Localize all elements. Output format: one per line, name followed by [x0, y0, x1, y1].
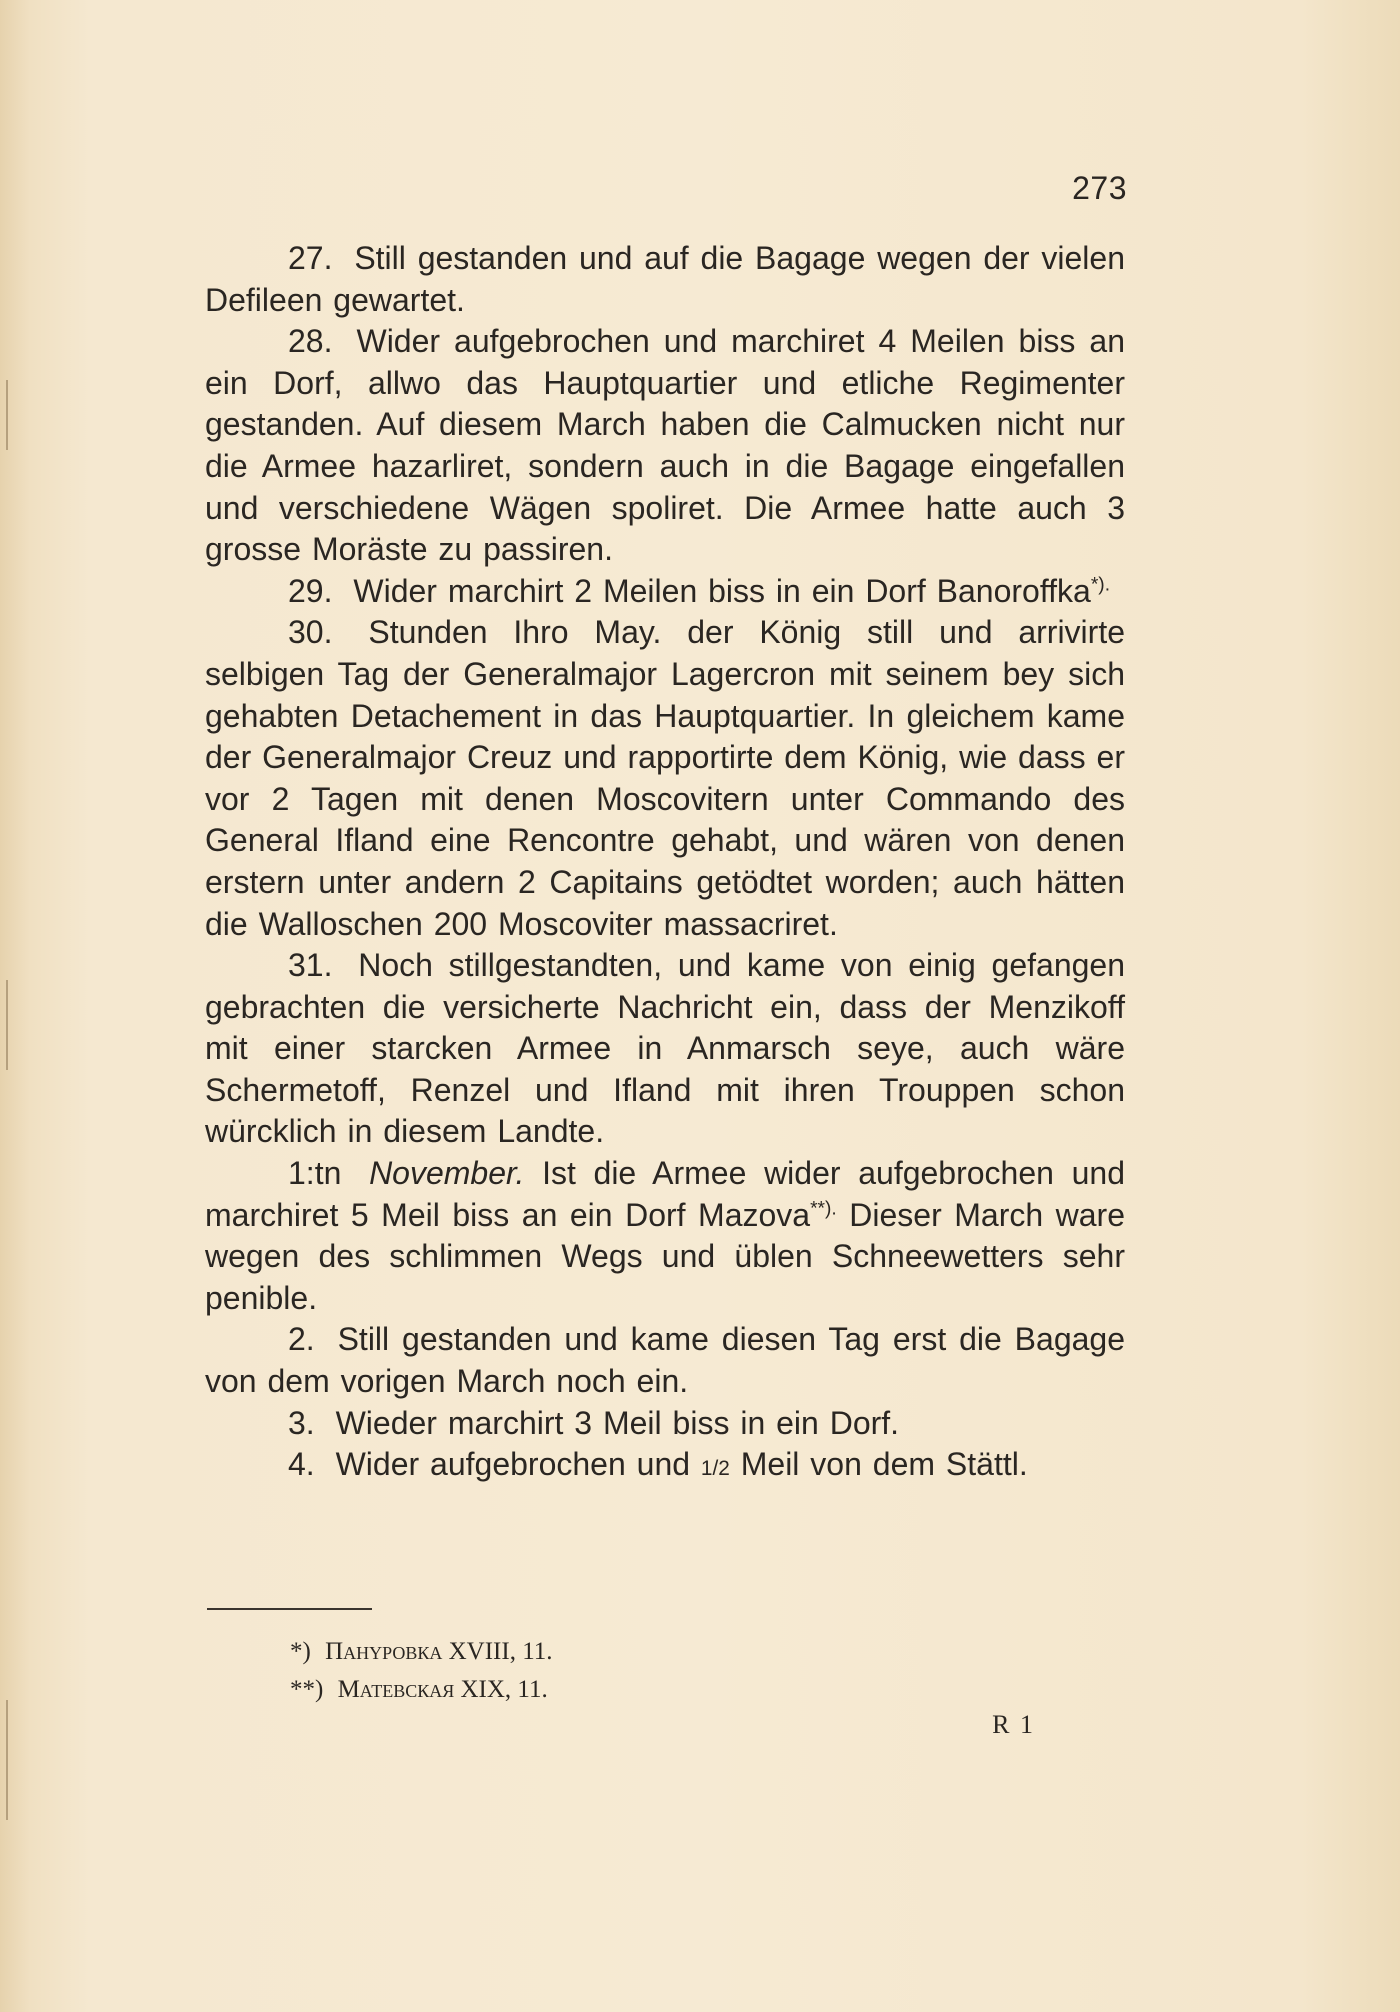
page-edge-mark	[6, 1700, 8, 1820]
entry-number: 1:tn	[288, 1155, 342, 1192]
footnote	[290, 1671, 553, 1709]
entry-paragraph	[205, 321, 1125, 571]
entry-text: Ist die Armee wider aufgebrochen und marchiret 5 Meil biss an ein Dorf Mazova	[205, 1155, 1126, 1233]
entry-text: Noch stillgestandten, und kame von einig gefangen gebrachten die versicherte Nachricht ein, dass der Menzikoff mit einer starcken Armee in Anmarsch seye, auch wäre Schermetoff, Renzel und Ifland mit ihren Trouppen schon würcklich in diesem Landte.	[205, 947, 1125, 1150]
entry-number: 29.	[288, 572, 333, 609]
entry-paragraph	[205, 1444, 1125, 1490]
entry-paragraph	[205, 1153, 1125, 1319]
printer-signature: R 1	[992, 1710, 1035, 1739]
entry-paragraph	[205, 571, 1125, 613]
page-edge-mark	[6, 380, 8, 450]
footnote-reference: **).	[810, 1198, 837, 1219]
entry-paragraph	[205, 238, 1125, 321]
entry-text: Wider aufgebrochen und	[335, 1446, 691, 1483]
entry-paragraph	[205, 945, 1125, 1153]
entry-number: 28.	[288, 323, 333, 360]
entry-text: Wider aufgebrochen und marchiret 4 Meilen biss an ein Dorf, allwo das Hauptquartier und etliche Regimenter gestanden. Auf diesem March haben die Calmucken nicht nur die Armee hazarliret, sondern auch in die Bagage eingefallen und verschiedene Wägen spoliret. Die Armee hatte auch 3 grosse Moräste zu passiren.	[205, 323, 1126, 568]
footnote-mark: **)	[290, 1676, 324, 1703]
entry-text-continued: Meil von dem Stättl.	[740, 1446, 1028, 1483]
footnote-divider	[207, 1608, 372, 1610]
footnote-reference-text: XVIII, 11.	[448, 1638, 553, 1665]
footnotes	[290, 1633, 553, 1709]
month-name: November.	[369, 1155, 525, 1192]
entry-number: 2.	[288, 1321, 315, 1358]
footnote-place: Панyровка	[325, 1638, 443, 1665]
footnote-reference-text: XIX, 11.	[460, 1676, 548, 1703]
entry-text: Wider marchirt 2 Meilen biss in ein Dorf Banoroffka	[353, 572, 1091, 609]
entry-text: Stunden Ihro May. der König still und arrivirte selbigen Tag der Generalmajor Lagercron mit seinem bey sich gehabten Detachement in das Hauptquartier. In gleichem kame der Generalmajor Creuz und rapportirte dem König, wie dass er vor 2 Tagen mit denen Moscovitern unter Commando des General Ifland eine Rencontre gehabt, und wären von denen erstern unter andern 2 Capitains getödtet worden; auch hätten die Walloschen 200 Moscoviter massacriret.	[205, 614, 1126, 942]
entry-text-continued: Dieser March ware wegen des schlimmen Wegs und üblen Schneewetters sehr penible.	[205, 1196, 1126, 1316]
entry-number: 3.	[288, 1404, 315, 1441]
entry-paragraph	[205, 1319, 1125, 1402]
entry-text: Still gestanden und kame diesen Tag erst die Bagage von dem vorigen March noch ein.	[205, 1321, 1126, 1400]
entry-text: Still gestanden und auf die Bagage wegen der vielen Defileen gewartet.	[205, 240, 1126, 318]
entry-number: 30.	[288, 614, 333, 651]
body-text	[205, 238, 1125, 1490]
fraction: 1/2	[700, 1457, 730, 1481]
page-edge-mark	[6, 980, 8, 1070]
entry-paragraph	[205, 612, 1125, 945]
page-number: 273	[1072, 170, 1127, 206]
footnote-place: Матевская	[337, 1676, 455, 1703]
footnote-mark: *)	[290, 1638, 311, 1665]
entry-paragraph	[205, 1403, 1125, 1445]
footnote	[290, 1633, 553, 1671]
footnote-reference: *).	[1090, 574, 1111, 596]
entry-text: Wieder marchirt 3 Meil biss in ein Dorf.	[335, 1404, 900, 1441]
entry-number: 31.	[288, 947, 333, 984]
entry-number: 4.	[288, 1446, 315, 1483]
entry-number: 27.	[288, 240, 333, 276]
